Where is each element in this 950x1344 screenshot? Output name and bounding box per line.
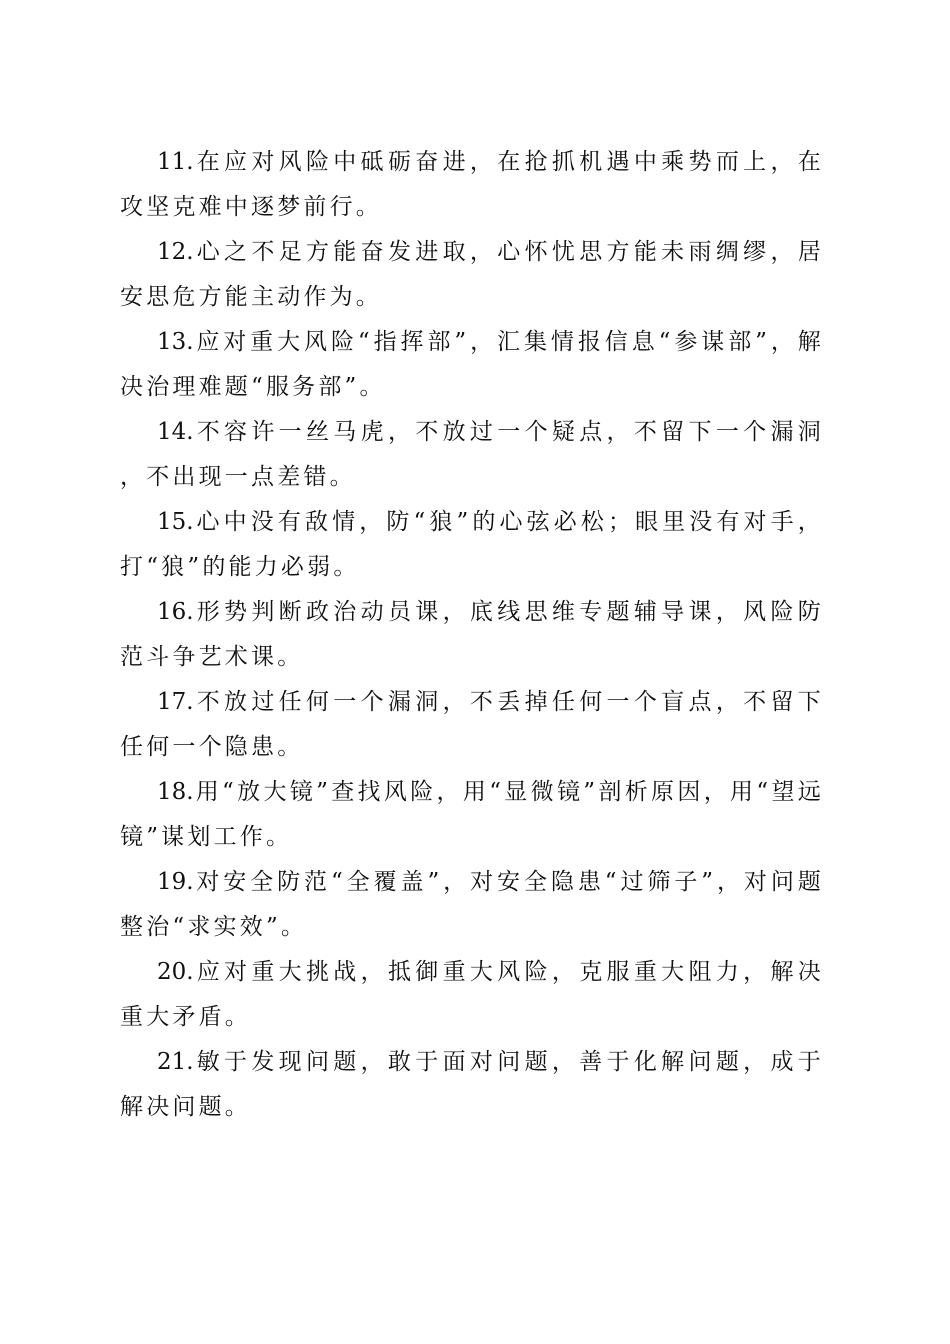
item-number: 15.: [157, 509, 194, 535]
item-number: 11.: [157, 149, 194, 175]
item-text: 在应对风险中砥砺奋进，在抢抓机遇中乘势而上，在攻坚克难中逐梦前行。: [120, 149, 824, 220]
item-number: 21.: [157, 1049, 194, 1075]
item-text: 心之不足方能奋发进取，心怀忧思方能未雨绸缪，居安思危方能主动作为。: [120, 239, 824, 310]
item-text: 敏于发现问题，敢于面对问题，善于化解问题，成于解决问题。: [120, 1049, 824, 1120]
item-text: 不容许一丝马虎，不放过一个疑点，不留下一个漏洞，不出现一点差错。: [120, 419, 824, 490]
list-item: [120, 770, 824, 860]
item-text: 用“放大镜”查找风险，用“显微镜”剖析原因，用“望远镜”谋划工作。: [120, 779, 824, 850]
item-number: 20.: [157, 959, 194, 985]
list-item: [120, 950, 824, 1040]
list-item: [120, 680, 824, 770]
item-text: 应对重大挑战，抵御重大风险，克服重大阻力，解决重大矛盾。: [120, 959, 824, 1030]
list-item: [120, 410, 824, 500]
item-number: 13.: [157, 329, 194, 355]
list-item: [120, 590, 824, 680]
list-item: [120, 1040, 824, 1130]
item-text: 不放过任何一个漏洞，不丢掉任何一个盲点，不留下任何一个隐患。: [120, 689, 824, 760]
item-text: 形势判断政治动员课，底线思维专题辅导课，风险防范斗争艺术课。: [120, 599, 824, 670]
list-item: [120, 500, 824, 590]
item-number: 19.: [157, 869, 194, 895]
item-text: 心中没有敌情，防“狼”的心弦必松；眼里没有对手，打“狼”的能力必弱。: [120, 509, 824, 580]
list-item: [120, 230, 824, 320]
document-body: [120, 140, 824, 1130]
item-text: 对安全防范“全覆盖”，对安全隐患“过筛子”，对问题整治“求实效”。: [120, 869, 824, 940]
item-text: 应对重大风险“指挥部”，汇集情报信息“参谋部”，解决治理难题“服务部”。: [120, 329, 824, 400]
list-item: [120, 860, 824, 950]
item-number: 14.: [157, 419, 194, 445]
item-number: 17.: [157, 689, 194, 715]
list-item: [120, 320, 824, 410]
item-number: 18.: [157, 779, 194, 805]
item-number: 12.: [157, 239, 194, 265]
list-item: [120, 140, 824, 230]
item-number: 16.: [157, 599, 194, 625]
